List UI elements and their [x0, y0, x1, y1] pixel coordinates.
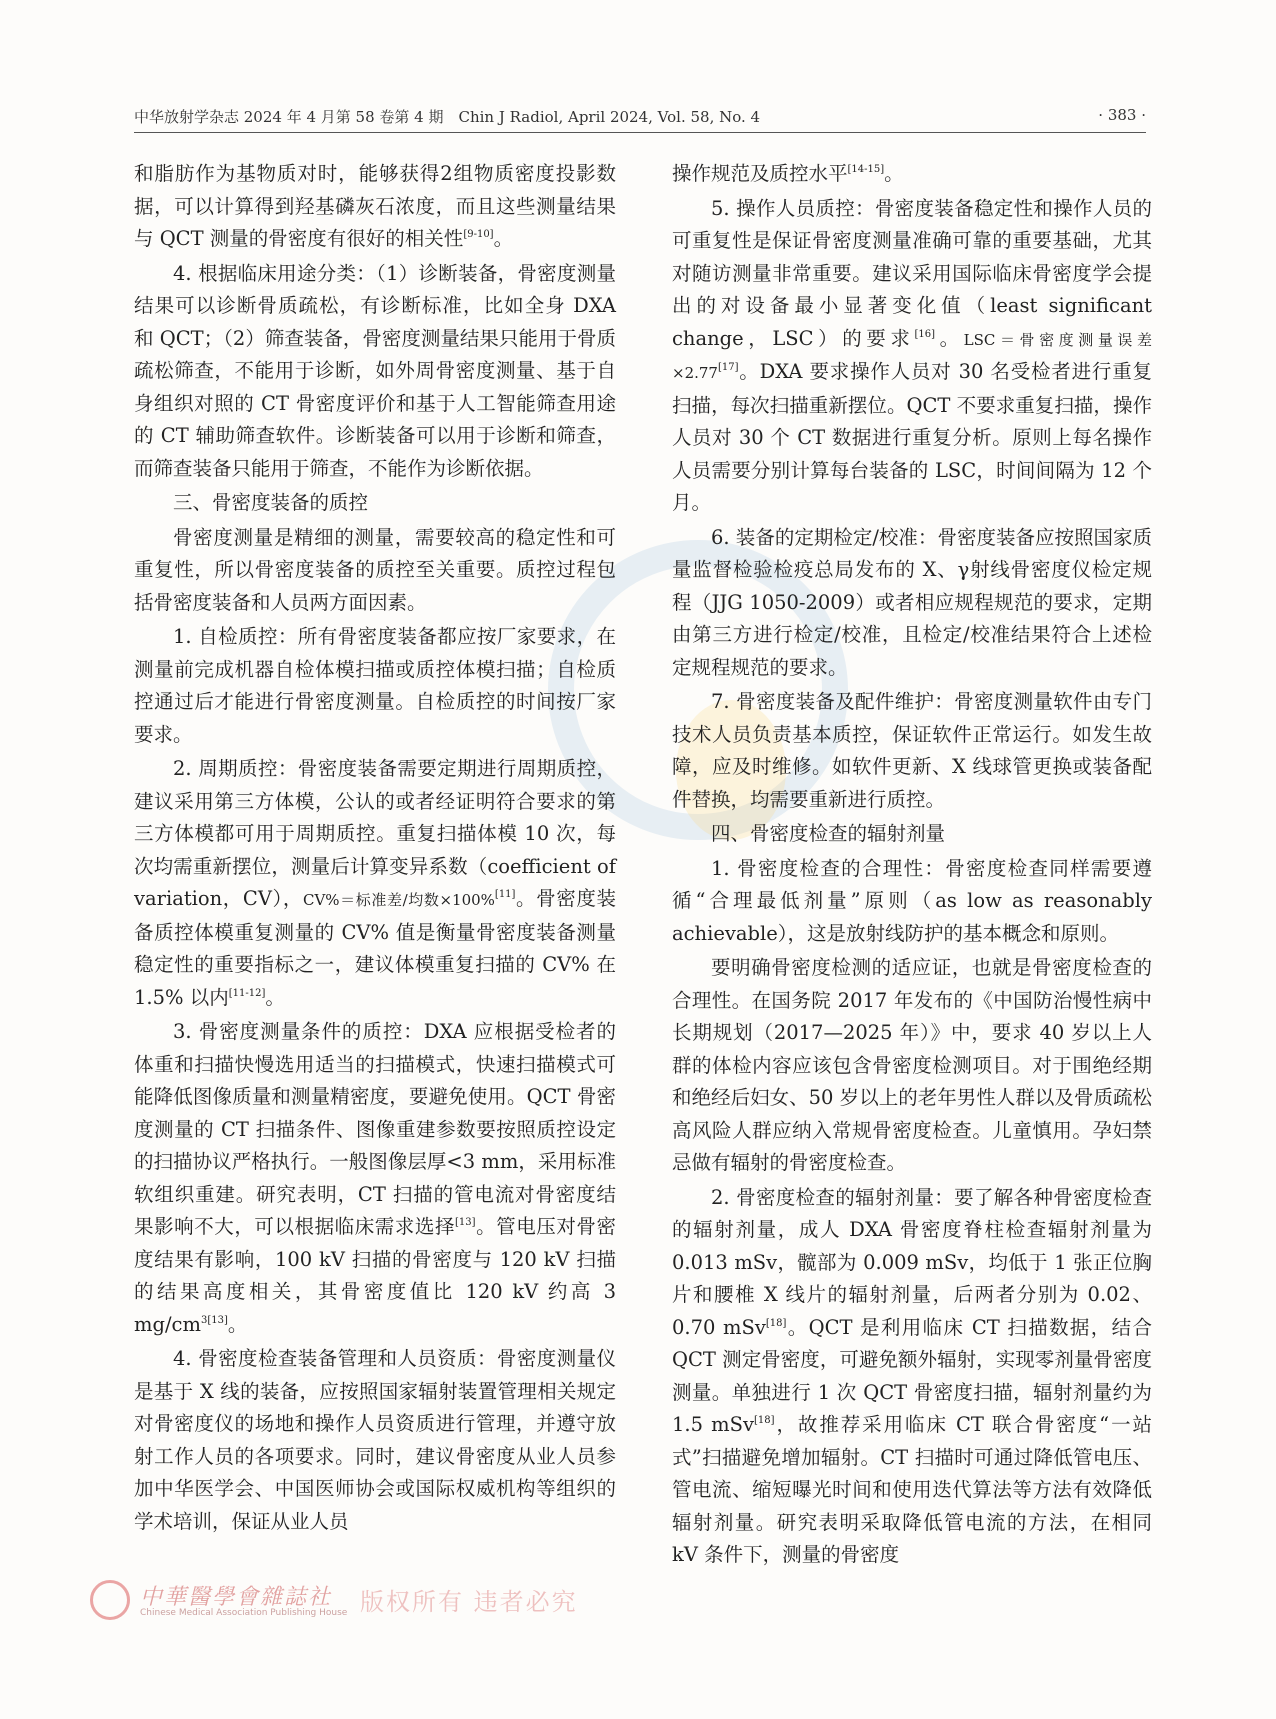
section-heading: 四、骨密度检查的辐射剂量	[711, 822, 946, 845]
paragraph: 5. 操作人员质控：骨密度装备稳定性和操作人员的可重复性是保证骨密度测量准确可靠的重要基础，尤其对随访测量非常重要。建议采用国际临床骨密度学会提出的对设备最小显著变化值（least significant change，LSC）的要求[16]。LSC＝骨密度测量误差×2.77[17]。DXA 要求操作人员对 30 名受检者进行重复扫描，每次扫描重新摆位。QCT 不要求重复扫描，操作人员对 30 个 CT 数据进行重复分析。原则上每名操作人员需要分别计算每台装备的 LSC，时间间隔为 12 个月。	[672, 196, 1152, 514]
paragraph: 7. 骨密度装备及配件维护：骨密度测量软件由专门技术人员负责基本质控，保证软件正常运行。如发生故障，应及时维修。如软件更新、X 线球管更换或装备配件替换，均需要重新进行质控。	[672, 690, 1152, 811]
paragraph: 6. 装备的定期检定/校准：骨密度装备应按照国家质量监督检验检疫总局发布的 X、γ射线骨密度仪检定规程（JJG 1050-2009）或者相应规程规范的要求，定期由第三方进行检定/校准，且检定/校准结果符合上述检定规程规范的要求。	[672, 525, 1152, 679]
paragraph: 要明确骨密度检测的适应证，也就是骨密度检查的合理性。在国务院 2017 年发布的《中国防治慢性病中长期规划（2017—2025 年）》中，要求 40 岁以上人群的体检内容应该包含骨密度检测项目。对于围绝经期和绝经后妇女、50 岁以上的老年男性人群以及骨质疏松高风险人群应纳入常规骨密度检查。儿童慎用。孕妇禁忌做有辐射的骨密度检查。	[672, 956, 1152, 1174]
paragraph: 2. 骨密度检查的辐射剂量：要了解各种骨密度检查的辐射剂量，成人 DXA 骨密度脊柱检查辐射剂量为 0.013 mSv，髋部为 0.009 mSv，均低于 1 张正位胸片和腰椎 X 线片的辐射剂量，后两者分别为 0.02、0.70 mSv[18]。QCT 是利用临床 CT 扫描数据，结合 QCT 测定骨密度，可避免额外辐射，实现零剂量骨密度测量。单独进行 1 次 QCT 骨密度扫描，辐射剂量约为 1.5 mSv[18]，故推荐采用临床 CT 联合骨密度“一站式”扫描避免增加辐射。CT 扫描时可通过降低管电压、管电流、缩短曝光时间和使用迭代算法等方法有效降低辐射剂量。研究表明采取降低管电流的方法，在相同 kV 条件下，测量的骨密度	[672, 1185, 1153, 1566]
paragraph: 4. 骨密度检查装备管理和人员资质：骨密度测量仪是基于 X 线的装备，应按照国家辐射装置管理相关规定对骨密度仪的场地和操作人员资质进行管理，并遵守放射工作人员的各项要求。同时，建议骨密度从业人员参加中华医学会、中国医师协会或国际权威机构等组织的学术培训，保证从业人员	[134, 1347, 616, 1533]
paragraph: 1. 自检质控：所有骨密度装备都应按厂家要求，在测量前完成机器自检体模扫描或质控体模扫描；自检质控通过后才能进行骨密度测量。自检质控的时间按厂家要求。	[134, 625, 616, 746]
publisher-seal-icon	[90, 1580, 130, 1620]
copyright-stamp: 版权所有 违者必究	[360, 1588, 578, 1616]
page-number: · 383 ·	[1098, 106, 1146, 124]
right-column	[672, 158, 1152, 1574]
publisher-logo	[90, 1578, 590, 1628]
paragraph: 1. 骨密度检查的合理性：骨密度检查同样需要遵循“合理最低剂量”原则（as low as reasonably achievable），这是放射线防护的基本概念和原则。	[672, 856, 1152, 945]
header-rule	[134, 132, 1146, 133]
paragraph: 2. 周期质控：骨密度装备需要定期进行周期质控，建议采用第三方体模，公认的或者经证明符合要求的第三方体模都可用于周期质控。重复扫描体模 10 次，每次均需重新摆位，测量后计算变异系数（coefficient of variation，CV），CV%＝标准差/均数×100%[11]。骨密度装备质控体模重复测量的 CV% 值是衡量骨密度装备测量稳定性的重要指标之一，建议体模重复扫描的 CV% 在 1.5% 以内[11-12]。	[134, 757, 616, 1009]
publisher-name-en: Chinese Medical Association Publishing House	[140, 1608, 348, 1618]
paragraph: 4. 根据临床用途分类：（1）诊断装备，骨密度测量结果可以诊断骨质疏松，有诊断标准，比如全身 DXA 和 QCT；（2）筛查装备，骨密度测量结果只能用于骨质疏松筛查，不能用于诊断，如外周骨密度测量、基于自身组织对照的 CT 骨密度评价和基于人工智能筛查用途的 CT 辅助筛查软件。诊断装备可以用于诊断和筛查，而筛查装备只能用于筛查，不能作为诊断依据。	[134, 261, 616, 480]
section-heading: 三、骨密度装备的质控	[173, 491, 369, 514]
publisher-name: 中華醫學會雜誌社	[140, 1585, 333, 1610]
left-column	[134, 158, 616, 1540]
paragraph: 和脂肪作为基物质对时，能够获得2组物质密度投影数据，可以计算得到羟基磷灰石浓度，而且这些测量结果与 QCT 测量的骨密度有很好的相关性[9-10]。	[134, 162, 616, 250]
paragraph: 操作规范及质控水平[14-15]。	[672, 162, 904, 185]
journal-info: 中华放射学杂志 2024 年 4 月第 58 卷第 4 期 Chin J Radiol, April 2024, Vol. 58, No. 4	[134, 108, 761, 126]
paragraph: 骨密度测量是精细的测量，需要较高的稳定性和可重复性，所以骨密度装备的质控至关重要。质控过程包括骨密度装备和人员两方面因素。	[134, 525, 616, 614]
running-header	[134, 102, 1146, 128]
paragraph: 3. 骨密度测量条件的质控：DXA 应根据受检者的体重和扫描快慢选用适当的扫描模式，快速扫描模式可能降低图像质量和测量精密度，要避免使用。QCT 骨密度测量的 CT 扫描条件、图像重建参数要按照质控设定的扫描协议严格执行。一般图像层厚<3 mm，采用标准软组织重建。研究表明，CT 扫描的管电流对骨密度结果影响不大，可以根据临床需求选择[13]。管电压对骨密度结果有影响，100 kV 扫描的骨密度与 120 kV 扫描的结果高度相关，其骨密度值比 120 kV 约高 3 $mg/cm^{3[13]}$。	[134, 1020, 616, 1336]
